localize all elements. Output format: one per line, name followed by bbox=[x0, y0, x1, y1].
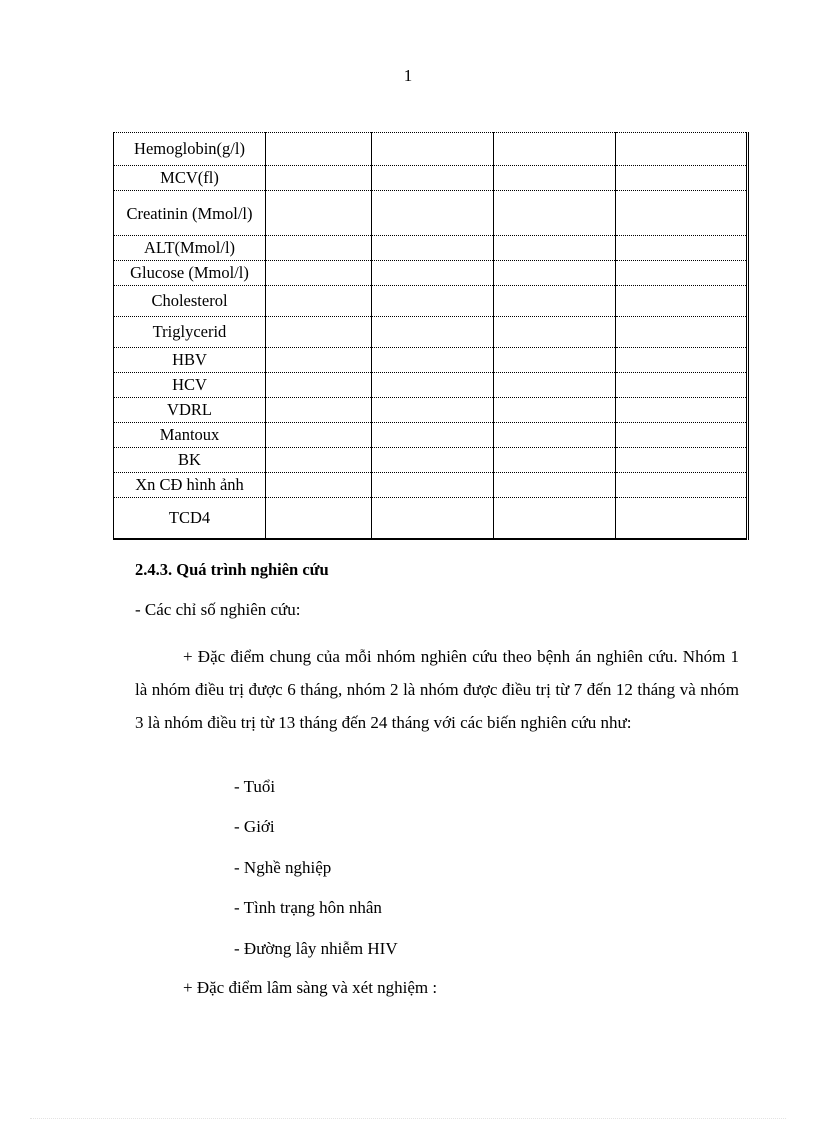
table-cell bbox=[372, 133, 494, 166]
table-cell bbox=[372, 191, 494, 236]
table-cell bbox=[372, 261, 494, 286]
table-row bbox=[114, 286, 748, 317]
table-cell bbox=[616, 191, 748, 236]
table-cell bbox=[372, 317, 494, 348]
table-cell bbox=[372, 348, 494, 373]
table-cell bbox=[372, 498, 494, 539]
table-cell bbox=[372, 448, 494, 473]
table-cell bbox=[372, 166, 494, 191]
table-cell bbox=[494, 398, 616, 423]
table-cell bbox=[266, 473, 372, 498]
table-cell bbox=[372, 398, 494, 423]
table-row bbox=[114, 448, 748, 473]
table-cell bbox=[616, 261, 748, 286]
table-cell bbox=[616, 286, 748, 317]
row-label: Cholesterol bbox=[114, 286, 266, 317]
table-cell bbox=[266, 398, 372, 423]
table-cell bbox=[266, 348, 372, 373]
table-cell bbox=[266, 166, 372, 191]
table-row bbox=[114, 166, 748, 191]
variable-item: - Tình trạng hôn nhân bbox=[234, 898, 382, 917]
row-label: Triglycerid bbox=[114, 317, 266, 348]
table-cell bbox=[372, 286, 494, 317]
table-cell bbox=[372, 423, 494, 448]
row-label: Creatinin (Mmol/l) bbox=[114, 191, 266, 236]
table-cell bbox=[494, 373, 616, 398]
row-label: ALT(Mmol/l) bbox=[114, 236, 266, 261]
row-label: TCD4 bbox=[114, 498, 266, 539]
row-label: BK bbox=[114, 448, 266, 473]
table-cell bbox=[494, 317, 616, 348]
table-row bbox=[114, 261, 748, 286]
table-row bbox=[114, 423, 748, 448]
table-cell bbox=[372, 236, 494, 261]
variable-item: - Giới bbox=[234, 817, 275, 836]
table-cell bbox=[266, 261, 372, 286]
indicators-intro: - Các chỉ số nghiên cứu: bbox=[135, 600, 301, 619]
variable-item: - Nghề nghiệp bbox=[234, 858, 332, 877]
table-cell bbox=[266, 498, 372, 539]
table-cell bbox=[494, 498, 616, 539]
page-bottom-rule bbox=[30, 1118, 786, 1119]
row-label: VDRL bbox=[114, 398, 266, 423]
table-cell bbox=[266, 133, 372, 166]
table-cell bbox=[266, 286, 372, 317]
table-cell bbox=[616, 166, 748, 191]
general-characteristics-paragraph: + Đặc điểm chung của mỗi nhóm nghiên cứu theo bệnh án nghiên cứu. Nhóm 1 là nhóm điều trị được 6 tháng, nhóm 2 là nhóm được điều trị từ 7 đến 12 tháng và nhóm 3 là nhóm điều trị từ 13 tháng đến 24 tháng với các biến nghiên cứu như: bbox=[135, 647, 739, 732]
row-label: Mantoux bbox=[114, 423, 266, 448]
table-cell bbox=[616, 133, 748, 166]
table-cell bbox=[494, 448, 616, 473]
table-cell bbox=[494, 191, 616, 236]
table-cell bbox=[266, 236, 372, 261]
table-cell bbox=[266, 191, 372, 236]
lab-results-table bbox=[113, 132, 749, 540]
table-cell bbox=[616, 373, 748, 398]
row-label: HCV bbox=[114, 373, 266, 398]
variable-item: - Đường lây nhiễm HIV bbox=[234, 939, 398, 958]
table-cell bbox=[372, 473, 494, 498]
table-cell bbox=[616, 423, 748, 448]
clinical-characteristics-paragraph: + Đặc điểm lâm sàng và xét nghiệm : bbox=[183, 978, 438, 997]
row-label: MCV(fl) bbox=[114, 166, 266, 191]
variable-item: - Tuổi bbox=[234, 777, 276, 796]
table-cell bbox=[494, 286, 616, 317]
row-label: Glucose (Mmol/l) bbox=[114, 261, 266, 286]
table-row bbox=[114, 473, 748, 498]
row-label: HBV bbox=[114, 348, 266, 373]
row-label: Hemoglobin(g/l) bbox=[114, 133, 266, 166]
table-cell bbox=[372, 373, 494, 398]
table-row bbox=[114, 317, 748, 348]
section-heading: 2.4.3. Quá trình nghiên cứu bbox=[135, 560, 329, 579]
table-cell bbox=[494, 166, 616, 191]
table-cell bbox=[494, 348, 616, 373]
table-cell bbox=[494, 423, 616, 448]
page-number: 1 bbox=[403, 66, 413, 85]
table-row bbox=[114, 348, 748, 373]
table-cell bbox=[266, 423, 372, 448]
table-cell bbox=[616, 448, 748, 473]
table-cell bbox=[494, 473, 616, 498]
table-cell bbox=[266, 317, 372, 348]
row-label: Xn CĐ hình ảnh bbox=[114, 473, 266, 498]
table-cell bbox=[266, 448, 372, 473]
table-row bbox=[114, 398, 748, 423]
table-cell bbox=[494, 261, 616, 286]
table-cell bbox=[266, 373, 372, 398]
table-cell bbox=[616, 498, 748, 539]
table-cell bbox=[616, 398, 748, 423]
table-cell bbox=[494, 236, 616, 261]
table-row bbox=[114, 191, 748, 236]
table-cell bbox=[616, 473, 748, 498]
table-row bbox=[114, 373, 748, 398]
table-cell bbox=[616, 236, 748, 261]
table-row bbox=[114, 133, 748, 166]
table-cell bbox=[616, 317, 748, 348]
table-cell bbox=[616, 348, 748, 373]
table-cell bbox=[494, 133, 616, 166]
table-row bbox=[114, 236, 748, 261]
table-row bbox=[114, 498, 748, 539]
